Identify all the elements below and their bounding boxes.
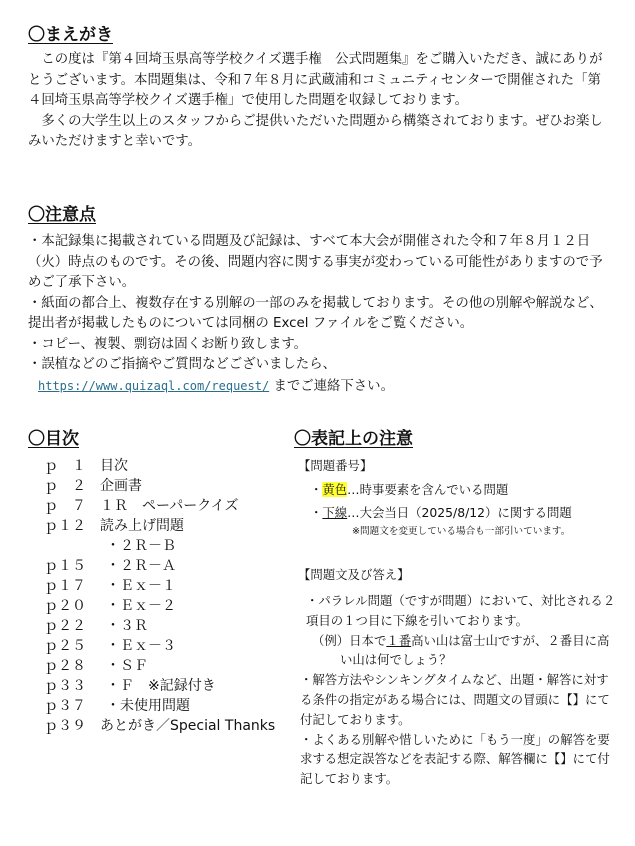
text-title: 【問題文及び答え】 bbox=[298, 567, 410, 582]
yellow-note: ・黄色…時事要素を含んでいる問題 bbox=[310, 482, 509, 497]
notation-heading: 〇表記上の注意 bbox=[294, 429, 413, 449]
toc-title: ・Ｆ ※記録付き bbox=[106, 678, 216, 694]
preface-heading: 〇まえがき bbox=[28, 25, 113, 45]
caution-item-4: ・誤植などのご指摘やご質問などございましたら、 bbox=[28, 357, 336, 372]
toc-title: ・Ｅｘ－２ bbox=[106, 598, 176, 614]
underline-word: 下線 bbox=[322, 505, 348, 520]
contact-line bbox=[28, 376, 614, 398]
toc-page-number: ｐ２５ bbox=[44, 638, 86, 654]
alt-answer-note: ・よくある別解や惜しいために「もう一度」の解答を要求する想定誤答などを表記する際、解答欄に【】にて付記しております。 bbox=[300, 731, 610, 787]
toc-title: 企画書 bbox=[100, 478, 142, 494]
toc-entry bbox=[44, 636, 275, 656]
toc-list bbox=[44, 456, 275, 736]
caution-item-3: ・コピー、複製、剽窃は固くお断り致します。 bbox=[28, 336, 308, 352]
underline-footnote: ※問題文を変更している場合も一部引いています。 bbox=[352, 526, 571, 537]
toc-title: ・２Ｒ－Ｂ bbox=[106, 538, 176, 554]
toc-title: あとがき／Special Thanks bbox=[100, 718, 276, 734]
toc-title: ・３Ｒ bbox=[106, 618, 148, 634]
toc-entry bbox=[44, 456, 275, 476]
toc-page-number: ｐ３９ bbox=[44, 718, 86, 734]
toc-page-number: ｐ３７ bbox=[44, 698, 86, 714]
yellow-highlight-word: 黄色 bbox=[322, 482, 348, 497]
caution-item-1: ・本記録集に掲載されている問題及び記録は、すべて本大会が開催された令和７年８月１２日（火）時点のものです。その後、問題内容に関する事実が変わっている可能性がありますので予めご了承下さい。 bbox=[28, 234, 603, 290]
toc-page-number: ｐ１５ bbox=[44, 558, 86, 574]
toc-page-number: ｐ ７ bbox=[44, 498, 86, 514]
preface-paragraph-1: この度は『第４回埼玉県高等学校クイズ選手権 公式問題集』をご購入いただき、誠にありがとうございます。本問題集は、令和７年８月に武蔵浦和コミュニティセンターで開催された「第４回埼玉県高等学校クイズ選手権」で使用した問題を収録しております。 bbox=[28, 52, 603, 108]
parallel-note: ・パラレル問題（ですが問題）において、対比される２項目の１つ目に下線を引いております。 bbox=[306, 593, 616, 628]
toc-page-number: ｐ １ bbox=[44, 458, 86, 474]
cautions-heading: 〇注意点 bbox=[28, 205, 96, 225]
underline-desc: …大会当日（2025/8/12）に関する問題 bbox=[347, 505, 572, 520]
toc-entry bbox=[44, 576, 275, 596]
method-note: ・解答方法やシンキングタイムなど、出題・解答に対する条件の指定がある場合には、問題文の冒頭に【】にて付記しております。 bbox=[300, 672, 610, 727]
toc-page-number: ｐ ２ bbox=[44, 478, 86, 494]
toc-page-number: ｐ３３ bbox=[44, 678, 86, 694]
toc-entry bbox=[44, 516, 275, 536]
toc-title: ・未使用問題 bbox=[106, 698, 190, 714]
preface-body bbox=[28, 50, 614, 153]
toc-entry bbox=[44, 616, 275, 636]
toc-entry bbox=[44, 656, 275, 676]
numbering-title: 【問題番号】 bbox=[298, 458, 373, 473]
toc-page-number: ｐ２０ bbox=[44, 598, 86, 614]
toc-title: ・ＳＦ bbox=[106, 658, 148, 674]
toc-page-number: ｐ１２ bbox=[44, 518, 86, 534]
toc-entry bbox=[44, 476, 275, 496]
example-note bbox=[300, 631, 616, 671]
underline-note: ・下線…大会当日（2025/8/12）に関する問題 bbox=[310, 505, 572, 520]
toc-title: ・Ｅｘ－３ bbox=[106, 638, 176, 654]
toc-entry bbox=[44, 596, 275, 616]
toc-page-number: ｐ１７ bbox=[44, 578, 86, 594]
toc-title: １Ｒ ペーパークイズ bbox=[100, 498, 239, 514]
caution-item-2: ・紙面の都合上、複数存在する別解の一部のみを掲載しております。その他の別解や解説など、提出者が掲載したものについては同梱の Excel ファイルをご覧ください。 bbox=[28, 295, 603, 331]
toc-entry bbox=[44, 536, 275, 556]
yellow-desc: …時事要素を含んでいる問題 bbox=[347, 482, 509, 497]
cautions-body bbox=[28, 232, 614, 397]
contact-suffix: までご連絡下さい。 bbox=[273, 378, 394, 394]
example-rest: 高い山は富士山ですが、２番目に高い山は何でしょう？ bbox=[340, 632, 610, 668]
notation-body bbox=[300, 456, 616, 789]
request-url-link[interactable]: https://www.quizaql.com/request/ bbox=[38, 378, 270, 393]
toc-entry bbox=[44, 496, 275, 516]
example-prefix: （例）日本で bbox=[312, 632, 387, 648]
toc-title: 目次 bbox=[100, 458, 128, 474]
toc-entry bbox=[44, 716, 275, 736]
example-underlined: １番 bbox=[386, 632, 412, 648]
toc-entry bbox=[44, 676, 275, 696]
toc-title: ・２Ｒ－Ａ bbox=[106, 558, 176, 574]
toc-page-number: ｐ２２ bbox=[44, 618, 86, 634]
toc-title: ・Ｅｘ－１ bbox=[106, 578, 176, 594]
toc-page-number: ｐ２８ bbox=[44, 658, 86, 674]
toc-entry bbox=[44, 556, 275, 576]
toc-heading: 〇目次 bbox=[28, 429, 79, 449]
toc-title: 読み上げ問題 bbox=[100, 518, 184, 534]
toc-entry bbox=[44, 696, 275, 716]
toc-page-number bbox=[44, 536, 100, 556]
preface-paragraph-2: 多くの大学生以上のスタッフからご提供いただいた問題から構築されております。ぜひお楽しみいただけますと幸いです。 bbox=[28, 113, 603, 149]
